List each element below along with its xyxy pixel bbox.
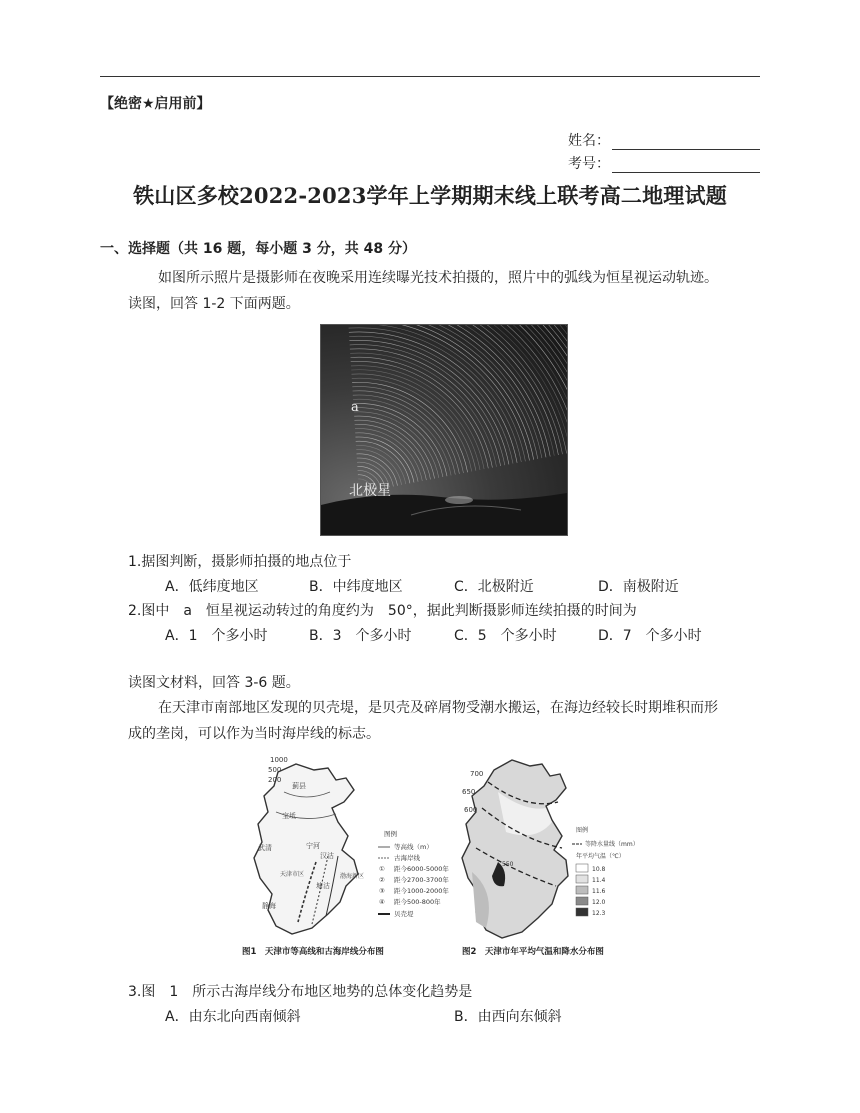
figure-1-legend (378, 829, 449, 918)
fig1-legend-num-1: ① (379, 865, 385, 873)
figure-2-legend (572, 826, 639, 917)
figure-1-caption: 图1 天津市等高线和古海岸线分布图 (242, 947, 384, 957)
fig1-place-jinghai: 静海 (262, 902, 276, 910)
question-1-stem: 1.据图判断，摄影师拍摄的地点位于 (128, 554, 352, 570)
q1-option-c: C．北极附近 (454, 579, 534, 595)
exam-number-label: 考号： (568, 156, 610, 172)
fig1-legend-item-5: 距今1000-2000年 (394, 887, 449, 895)
fig2-contour-700: 700 (470, 770, 484, 778)
fig1-place-baodi: 宝坻 (282, 812, 296, 820)
star-a-label: a (351, 400, 359, 415)
confidential-label: 【绝密★启用前】 (100, 96, 211, 112)
fig1-legend-item-6: 距今500-800年 (394, 898, 441, 906)
q1-option-a: A．低纬度地区 (165, 579, 259, 595)
q2-option-a: A．1 个多小时 (165, 628, 268, 644)
q1-option-d: D．南极附近 (598, 579, 679, 595)
intro2-line1: 读图文材料，回答 3-6 题。 (128, 675, 300, 691)
fig2-legend-t2: 11.4 (592, 877, 606, 884)
q2-option-c: C．5 个多小时 (454, 628, 557, 644)
q2-option-d: D．7 个多小时 (598, 628, 702, 644)
fig1-legend-num-3: ③ (379, 887, 385, 895)
tianjin-maps (236, 752, 648, 962)
name-blank (612, 135, 760, 150)
fig1-contour-1000: 1000 (270, 756, 288, 764)
fig2-legend-isohyet: 等降水量线（mm） (585, 841, 639, 848)
fig2-legend-t1: 10.8 (592, 866, 606, 873)
star-trail-image (321, 325, 567, 535)
question-2-stem: 2.图中 a 恒星视运动转过的角度约为 50°，据此判断摄影师连续拍摄的时间为 (128, 603, 637, 619)
header-rule (100, 76, 760, 77)
fig1-legend-item-3: 距今6000-5000年 (394, 865, 449, 873)
section-heading: 一、选择题（共 16 题，每小题 3 分，共 48 分） (100, 241, 416, 257)
fig1-contour-200: 200 (268, 776, 282, 784)
q1-option-b: B．中纬度地区 (309, 579, 403, 595)
intro2-line2: 在天津市南部地区发现的贝壳堤，是贝壳及碎屑物受潮水搬运，在海边经较长时期堆积而形 (158, 700, 718, 716)
polaris-label: 北极星 (349, 483, 391, 499)
fig2-legend-title: 图例 (576, 827, 589, 834)
figure-1-map (254, 756, 364, 934)
fig2-legend-temp: 年平均气温（℃） (576, 853, 625, 860)
fig1-legend-num-2: ② (379, 876, 385, 884)
fig1-place-bohai: 渤海新区 (340, 873, 365, 880)
figure-2-caption: 图2 天津市年平均气温和降水分布图 (462, 947, 604, 957)
fig2-legend-t5: 12.3 (592, 910, 606, 917)
fig1-legend-item-2: 古海岸线 (394, 854, 420, 862)
name-field (568, 130, 760, 150)
exam-number-blank (612, 158, 760, 173)
q3-option-a: A．由东北向西南倾斜 (165, 1009, 301, 1025)
fig2-legend-t4: 12.0 (592, 899, 606, 906)
intro1-line1: 如图所示照片是摄影师在夜晚采用连续曝光技术拍摄的，照片中的弧线为恒星视运动轨迹。 (158, 270, 718, 286)
fig1-contour-500: 500 (268, 766, 282, 774)
fig1-legend-title: 图例 (384, 830, 397, 838)
figure-2-map (462, 760, 568, 938)
fig1-legend-item-1: 等高线（m） (394, 843, 433, 851)
q3-option-b: B．由西向东倾斜 (454, 1009, 562, 1025)
name-label: 姓名： (568, 133, 610, 149)
fig1-place-jixian: 蓟县 (292, 782, 306, 790)
question-3-stem: 3.图 1 所示古海岸线分布地区地势的总体变化趋势是 (128, 984, 473, 1000)
fig1-place-wuqing: 武清 (258, 844, 272, 852)
fig1-place-hangu: 汉沽 (320, 852, 334, 860)
fig2-legend-t3: 11.6 (592, 888, 606, 895)
tianjin-maps-figure (236, 752, 648, 962)
exam-number-field (568, 153, 760, 173)
fig2-contour-600: 600 (464, 806, 478, 814)
fig1-legend-item-4: 距今2700-3700年 (394, 876, 449, 884)
fig1-legend-item-7: 贝壳堤 (394, 910, 414, 918)
fig1-place-ninghe: 宁河 (306, 842, 320, 850)
q2-option-b: B．3 个多小时 (309, 628, 412, 644)
fig1-place-tanggu: 塘沽 (316, 882, 330, 890)
fig1-place-tianjin: 天津市区 (280, 871, 305, 878)
intro2-line3: 成的垄岗，可以作为当时海岸线的标志。 (128, 726, 380, 742)
fig2-contour-550: 550 (502, 861, 514, 868)
intro1-line2: 读图，回答 1-2 下面两题。 (128, 296, 300, 312)
star-trail-photo (320, 324, 568, 536)
fig2-contour-650: 650 (462, 788, 476, 796)
page-title: 铁山区多校2022-2023学年上学期期末线上联考高二地理试题 (133, 183, 727, 208)
fig1-legend-num-4: ④ (379, 898, 385, 906)
